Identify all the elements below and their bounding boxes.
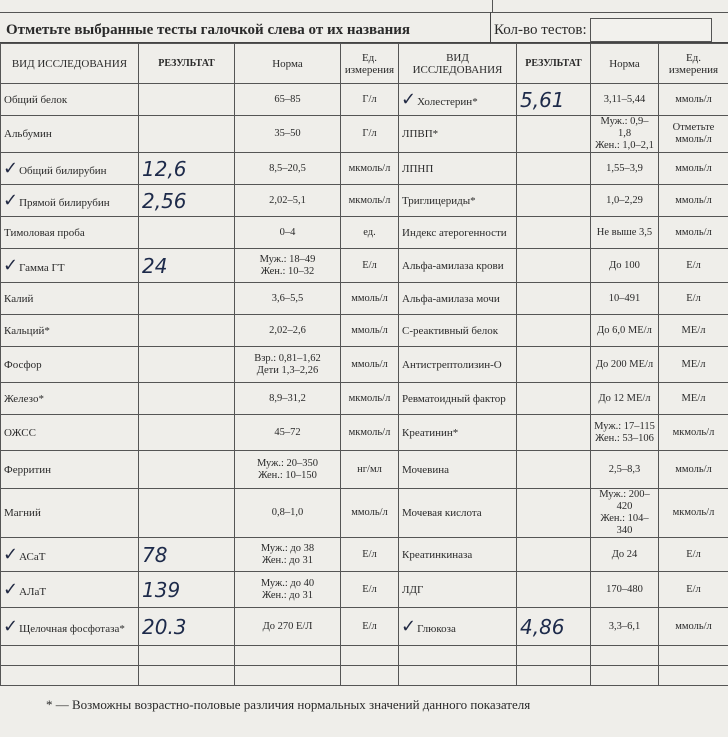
checkmark-icon: ✓ bbox=[3, 544, 19, 565]
norm-cell bbox=[235, 347, 341, 383]
norm-cell bbox=[591, 249, 659, 283]
unit-cell: ммоль/л bbox=[341, 315, 399, 347]
norm-value: Не выше 3,5 bbox=[596, 226, 653, 238]
result-cell[interactable] bbox=[139, 315, 235, 347]
unit-cell: мкмоль/л bbox=[659, 415, 728, 451]
test-name[interactable]: Магний bbox=[1, 489, 139, 538]
norm-value: Муж.: до 38 Жен.: до 31 bbox=[260, 542, 315, 566]
test-name[interactable]: ЛДГ bbox=[399, 572, 517, 608]
table-row bbox=[1, 84, 728, 116]
result-cell[interactable]: 2,56 bbox=[139, 185, 235, 217]
table-row bbox=[1, 572, 728, 608]
unit-cell: ммоль/л bbox=[341, 283, 399, 315]
norm-value: 2,02–5,1 bbox=[269, 194, 306, 206]
result-cell[interactable] bbox=[139, 217, 235, 249]
unit-cell: нг/мл bbox=[341, 451, 399, 489]
norm-value: 3,6–5,5 bbox=[271, 292, 304, 304]
result-cell[interactable]: 5,61 bbox=[517, 84, 591, 116]
unit-cell: МЕ/л bbox=[659, 315, 728, 347]
norm-value: 65–85 bbox=[274, 93, 301, 105]
result-cell[interactable]: 139 bbox=[139, 572, 235, 608]
unit-cell: ммоль/л bbox=[659, 84, 728, 116]
unit-cell: ммоль/л bbox=[341, 347, 399, 383]
norm-cell bbox=[591, 451, 659, 489]
test-name-label: АЛаТ bbox=[19, 586, 47, 598]
result-cell[interactable] bbox=[517, 383, 591, 415]
result-cell[interactable] bbox=[139, 451, 235, 489]
footnote: * — Возможны возрастно-половые различия нормальных значений данного показателя bbox=[46, 697, 531, 712]
form-title: Отметьте выбранные тесты галочкой слева от их названия bbox=[6, 22, 411, 38]
empty-row bbox=[1, 666, 728, 686]
result-cell[interactable] bbox=[139, 347, 235, 383]
norm-value: 1,0–2,29 bbox=[606, 194, 643, 206]
norm-value: Муж.: до 40 Жен.: до 31 bbox=[260, 577, 315, 601]
result-cell[interactable] bbox=[517, 415, 591, 451]
result-cell[interactable]: 20.3 bbox=[139, 608, 235, 646]
norm-cell bbox=[591, 116, 659, 153]
empty-cell[interactable] bbox=[659, 646, 728, 666]
test-name[interactable]: Мочевая кислота bbox=[399, 489, 517, 538]
test-name[interactable] bbox=[1, 572, 139, 608]
test-name[interactable] bbox=[1, 249, 139, 283]
column-header-row bbox=[1, 44, 728, 84]
table-row bbox=[1, 383, 728, 415]
unit-cell: Е/л bbox=[659, 572, 728, 608]
unit-cell: Е/л bbox=[659, 283, 728, 315]
unit-cell: мкмоль/л bbox=[341, 153, 399, 185]
test-count-label: Кол-во тестов: bbox=[494, 22, 587, 38]
unit-cell: Е/л bbox=[341, 572, 399, 608]
empty-cell[interactable] bbox=[399, 646, 517, 666]
norm-value: 2,02–2,6 bbox=[269, 324, 306, 336]
test-name[interactable] bbox=[399, 84, 517, 116]
norm-cell bbox=[235, 217, 341, 249]
norm-cell bbox=[591, 608, 659, 646]
col-header-unit-left: Ед. измерения bbox=[341, 44, 399, 84]
result-cell[interactable] bbox=[517, 347, 591, 383]
result-cell[interactable] bbox=[139, 116, 235, 153]
checkmark-icon: ✓ bbox=[3, 158, 19, 179]
result-cell[interactable] bbox=[139, 383, 235, 415]
norm-value: До 12 МЕ/л bbox=[598, 392, 651, 404]
norm-cell bbox=[591, 383, 659, 415]
checkmark-icon: ✓ bbox=[3, 190, 19, 211]
unit-cell: мкмоль/л bbox=[341, 383, 399, 415]
norm-cell bbox=[591, 347, 659, 383]
test-name-label: Прямой билирубин bbox=[19, 197, 110, 209]
top-border bbox=[0, 0, 728, 13]
test-name[interactable]: Антистрептолизин-О bbox=[399, 347, 517, 383]
unit-cell: МЕ/л bbox=[659, 383, 728, 415]
table-row bbox=[1, 415, 728, 451]
unit-cell: ед. bbox=[341, 217, 399, 249]
test-count-field[interactable] bbox=[590, 18, 712, 42]
unit-cell: Е/л bbox=[341, 608, 399, 646]
empty-cell[interactable] bbox=[517, 646, 591, 666]
norm-cell bbox=[235, 185, 341, 217]
table-row bbox=[1, 283, 728, 315]
test-name[interactable] bbox=[1, 538, 139, 572]
norm-value: 3,3–6,1 bbox=[608, 620, 641, 632]
col-header-name-left: ВИД ИССЛЕДОВАНИЯ bbox=[1, 44, 139, 84]
result-cell[interactable] bbox=[517, 489, 591, 538]
empty-row bbox=[1, 646, 728, 666]
test-name[interactable]: ОЖСС bbox=[1, 415, 139, 451]
tests-table bbox=[0, 43, 728, 686]
test-name-label: Общий билирубин bbox=[19, 165, 107, 177]
norm-value: 35–50 bbox=[274, 128, 301, 139]
norm-cell bbox=[591, 415, 659, 451]
norm-value: До 100 bbox=[609, 259, 640, 271]
norm-value: 45–72 bbox=[274, 426, 301, 438]
unit-cell: Е/л bbox=[659, 538, 728, 572]
test-name[interactable]: Железо* bbox=[1, 383, 139, 415]
norm-cell bbox=[235, 383, 341, 415]
norm-value: До 6,0 МЕ/л bbox=[597, 324, 652, 336]
test-name[interactable] bbox=[1, 153, 139, 185]
norm-cell bbox=[591, 84, 659, 116]
norm-value: 1,55–3,9 bbox=[606, 162, 643, 174]
norm-cell bbox=[235, 116, 341, 153]
empty-cell[interactable] bbox=[235, 646, 341, 666]
result-cell[interactable] bbox=[517, 249, 591, 283]
norm-cell bbox=[235, 608, 341, 646]
empty-cell[interactable] bbox=[1, 666, 139, 686]
norm-cell bbox=[235, 489, 341, 538]
empty-cell[interactable] bbox=[139, 666, 235, 686]
norm-value: 0,8–1,0 bbox=[271, 507, 304, 518]
test-name[interactable] bbox=[399, 608, 517, 646]
result-cell[interactable] bbox=[139, 415, 235, 451]
test-name[interactable]: Тимоловая проба bbox=[1, 217, 139, 249]
empty-cell[interactable] bbox=[659, 666, 728, 686]
norm-value: 10–491 bbox=[608, 292, 641, 304]
norm-cell bbox=[235, 572, 341, 608]
test-name[interactable]: С-реактивный белок bbox=[399, 315, 517, 347]
result-cell[interactable] bbox=[139, 283, 235, 315]
norm-value: Муж.: 20–350 Жен.: 10–150 bbox=[256, 457, 319, 481]
checkmark-icon: ✓ bbox=[401, 616, 417, 637]
unit-cell: Г/л bbox=[341, 84, 399, 116]
test-name[interactable]: ЛПНП bbox=[399, 153, 517, 185]
table-row bbox=[1, 608, 728, 646]
unit-cell: ммоль/л bbox=[659, 608, 728, 646]
result-cell[interactable]: 12,6 bbox=[139, 153, 235, 185]
table-row bbox=[1, 451, 728, 489]
norm-value: 0–4 bbox=[279, 226, 296, 238]
norm-cell bbox=[591, 217, 659, 249]
unit-cell: МЕ/л bbox=[659, 347, 728, 383]
norm-cell bbox=[591, 315, 659, 347]
test-name-label: Глюкоза bbox=[417, 623, 456, 635]
result-cell[interactable]: 78 bbox=[139, 538, 235, 572]
checkmark-icon: ✓ bbox=[3, 579, 19, 600]
test-name[interactable] bbox=[1, 185, 139, 217]
col-header-norm-right: Норма bbox=[591, 44, 659, 84]
col-header-result-left: РЕЗУЛЬТАТ bbox=[139, 44, 235, 84]
col-header-unit-right: Ед. измерения bbox=[659, 44, 728, 84]
unit-cell: мкмоль/л bbox=[341, 185, 399, 217]
norm-value: 170–480 bbox=[606, 583, 643, 595]
result-cell[interactable] bbox=[517, 538, 591, 572]
table-row bbox=[1, 217, 728, 249]
test-name[interactable]: Фосфор bbox=[1, 347, 139, 383]
result-cell[interactable] bbox=[517, 217, 591, 249]
norm-cell bbox=[235, 538, 341, 572]
empty-cell[interactable] bbox=[1, 646, 139, 666]
empty-cell[interactable] bbox=[139, 646, 235, 666]
norm-cell bbox=[591, 283, 659, 315]
test-name-label: Щелочная фосфотаза* bbox=[19, 623, 125, 635]
result-cell[interactable] bbox=[517, 185, 591, 217]
norm-value: Взр.: 0,81–1,62 Дети 1,3–2,26 bbox=[254, 352, 321, 376]
norm-cell bbox=[235, 451, 341, 489]
result-cell[interactable] bbox=[139, 489, 235, 538]
norm-cell bbox=[235, 84, 341, 116]
table-row bbox=[1, 185, 728, 217]
header-divider bbox=[490, 12, 491, 42]
test-name-label: Холестерин* bbox=[417, 96, 478, 108]
checkmark-icon: ✓ bbox=[3, 255, 19, 276]
norm-value: До 24 bbox=[611, 548, 638, 560]
test-name[interactable]: Креатинин* bbox=[399, 415, 517, 451]
norm-value: Муж.: 200–420 Жен.: 104–340 bbox=[599, 489, 650, 536]
test-name[interactable]: Кальций* bbox=[1, 315, 139, 347]
norm-value: 3,11–5,44 bbox=[603, 93, 646, 105]
table-row bbox=[1, 538, 728, 572]
result-cell[interactable]: 4,86 bbox=[517, 608, 591, 646]
empty-cell[interactable] bbox=[399, 666, 517, 686]
table-row bbox=[1, 116, 728, 153]
test-name[interactable]: ЛПВП* bbox=[399, 116, 517, 153]
test-name[interactable]: Мочевина bbox=[399, 451, 517, 489]
result-cell[interactable] bbox=[517, 572, 591, 608]
test-name[interactable]: Общий белок bbox=[1, 84, 139, 116]
unit-cell: ммоль/л bbox=[659, 153, 728, 185]
table-row bbox=[1, 489, 728, 538]
test-name[interactable] bbox=[1, 608, 139, 646]
norm-value: Муж.: 0,9–1,8 Жен.: 1,0–2,1 bbox=[595, 116, 654, 151]
table-row bbox=[1, 153, 728, 185]
test-name[interactable]: Креатинкиназа bbox=[399, 538, 517, 572]
norm-value: Муж.: 17–115 Жен.: 53–106 bbox=[594, 420, 655, 444]
test-name[interactable]: Ферритин bbox=[1, 451, 139, 489]
col-header-result-right: РЕЗУЛЬТАТ bbox=[517, 44, 591, 84]
unit-cell: ммоль/л bbox=[659, 451, 728, 489]
unit-cell: мкмоль/л bbox=[659, 489, 728, 538]
norm-cell bbox=[591, 538, 659, 572]
unit-cell: мкмоль/л bbox=[341, 415, 399, 451]
norm-value: 8,9–31,2 bbox=[269, 392, 306, 404]
norm-cell bbox=[591, 153, 659, 185]
test-name[interactable]: Триглицериды* bbox=[399, 185, 517, 217]
table-row bbox=[1, 249, 728, 283]
result-cell[interactable] bbox=[517, 153, 591, 185]
unit-cell: Отметьте ммоль/л bbox=[659, 116, 728, 153]
empty-cell[interactable] bbox=[591, 666, 659, 686]
norm-cell bbox=[235, 249, 341, 283]
result-cell[interactable] bbox=[517, 315, 591, 347]
unit-cell: Е/л bbox=[659, 249, 728, 283]
norm-value: До 200 МЕ/л bbox=[595, 358, 654, 370]
test-name[interactable]: Калий bbox=[1, 283, 139, 315]
norm-cell bbox=[235, 315, 341, 347]
norm-cell bbox=[235, 415, 341, 451]
unit-cell: ммоль/л bbox=[659, 217, 728, 249]
tests-body bbox=[1, 84, 728, 686]
empty-cell[interactable] bbox=[341, 666, 399, 686]
unit-cell: Е/л bbox=[341, 249, 399, 283]
norm-value: 8,5–20,5 bbox=[269, 162, 306, 174]
norm-value: Муж.: 18–49 Жен.: 10–32 bbox=[259, 253, 316, 277]
norm-cell bbox=[591, 185, 659, 217]
result-cell[interactable] bbox=[517, 283, 591, 315]
result-cell[interactable]: 24 bbox=[139, 249, 235, 283]
result-cell[interactable] bbox=[517, 116, 591, 153]
col-header-name-right: ВИД ИССЛЕДОВАНИЯ bbox=[399, 44, 517, 84]
unit-cell: Е/л bbox=[341, 538, 399, 572]
unit-cell: ммоль/л bbox=[341, 489, 399, 538]
test-name[interactable]: Ревматоидный фактор bbox=[399, 383, 517, 415]
test-name[interactable]: Альбумин bbox=[1, 116, 139, 153]
empty-cell[interactable] bbox=[235, 666, 341, 686]
result-cell[interactable] bbox=[139, 84, 235, 116]
norm-value: 2,5–8,3 bbox=[608, 463, 641, 475]
test-name[interactable]: Альфа-амилаза мочи bbox=[399, 283, 517, 315]
empty-cell[interactable] bbox=[591, 646, 659, 666]
test-name-label: АСаТ bbox=[19, 551, 46, 563]
norm-cell bbox=[591, 489, 659, 538]
empty-cell[interactable] bbox=[341, 646, 399, 666]
top-divider bbox=[492, 0, 493, 12]
table-row bbox=[1, 347, 728, 383]
checkmark-icon: ✓ bbox=[3, 616, 19, 637]
test-name[interactable]: Альфа-амилаза крови bbox=[399, 249, 517, 283]
empty-cell[interactable] bbox=[517, 666, 591, 686]
result-cell[interactable] bbox=[517, 451, 591, 489]
test-name[interactable]: Индекс атерогенности bbox=[399, 217, 517, 249]
checkmark-icon: ✓ bbox=[401, 89, 417, 110]
test-name-label: Гамма ГТ bbox=[19, 262, 65, 274]
norm-value: До 270 Е/Л bbox=[262, 620, 313, 632]
norm-cell bbox=[235, 283, 341, 315]
unit-cell: ммоль/л bbox=[659, 185, 728, 217]
col-header-norm-left: Норма bbox=[235, 44, 341, 84]
table-row bbox=[1, 315, 728, 347]
norm-cell bbox=[235, 153, 341, 185]
norm-cell bbox=[591, 572, 659, 608]
unit-cell: Г/л bbox=[341, 116, 399, 153]
